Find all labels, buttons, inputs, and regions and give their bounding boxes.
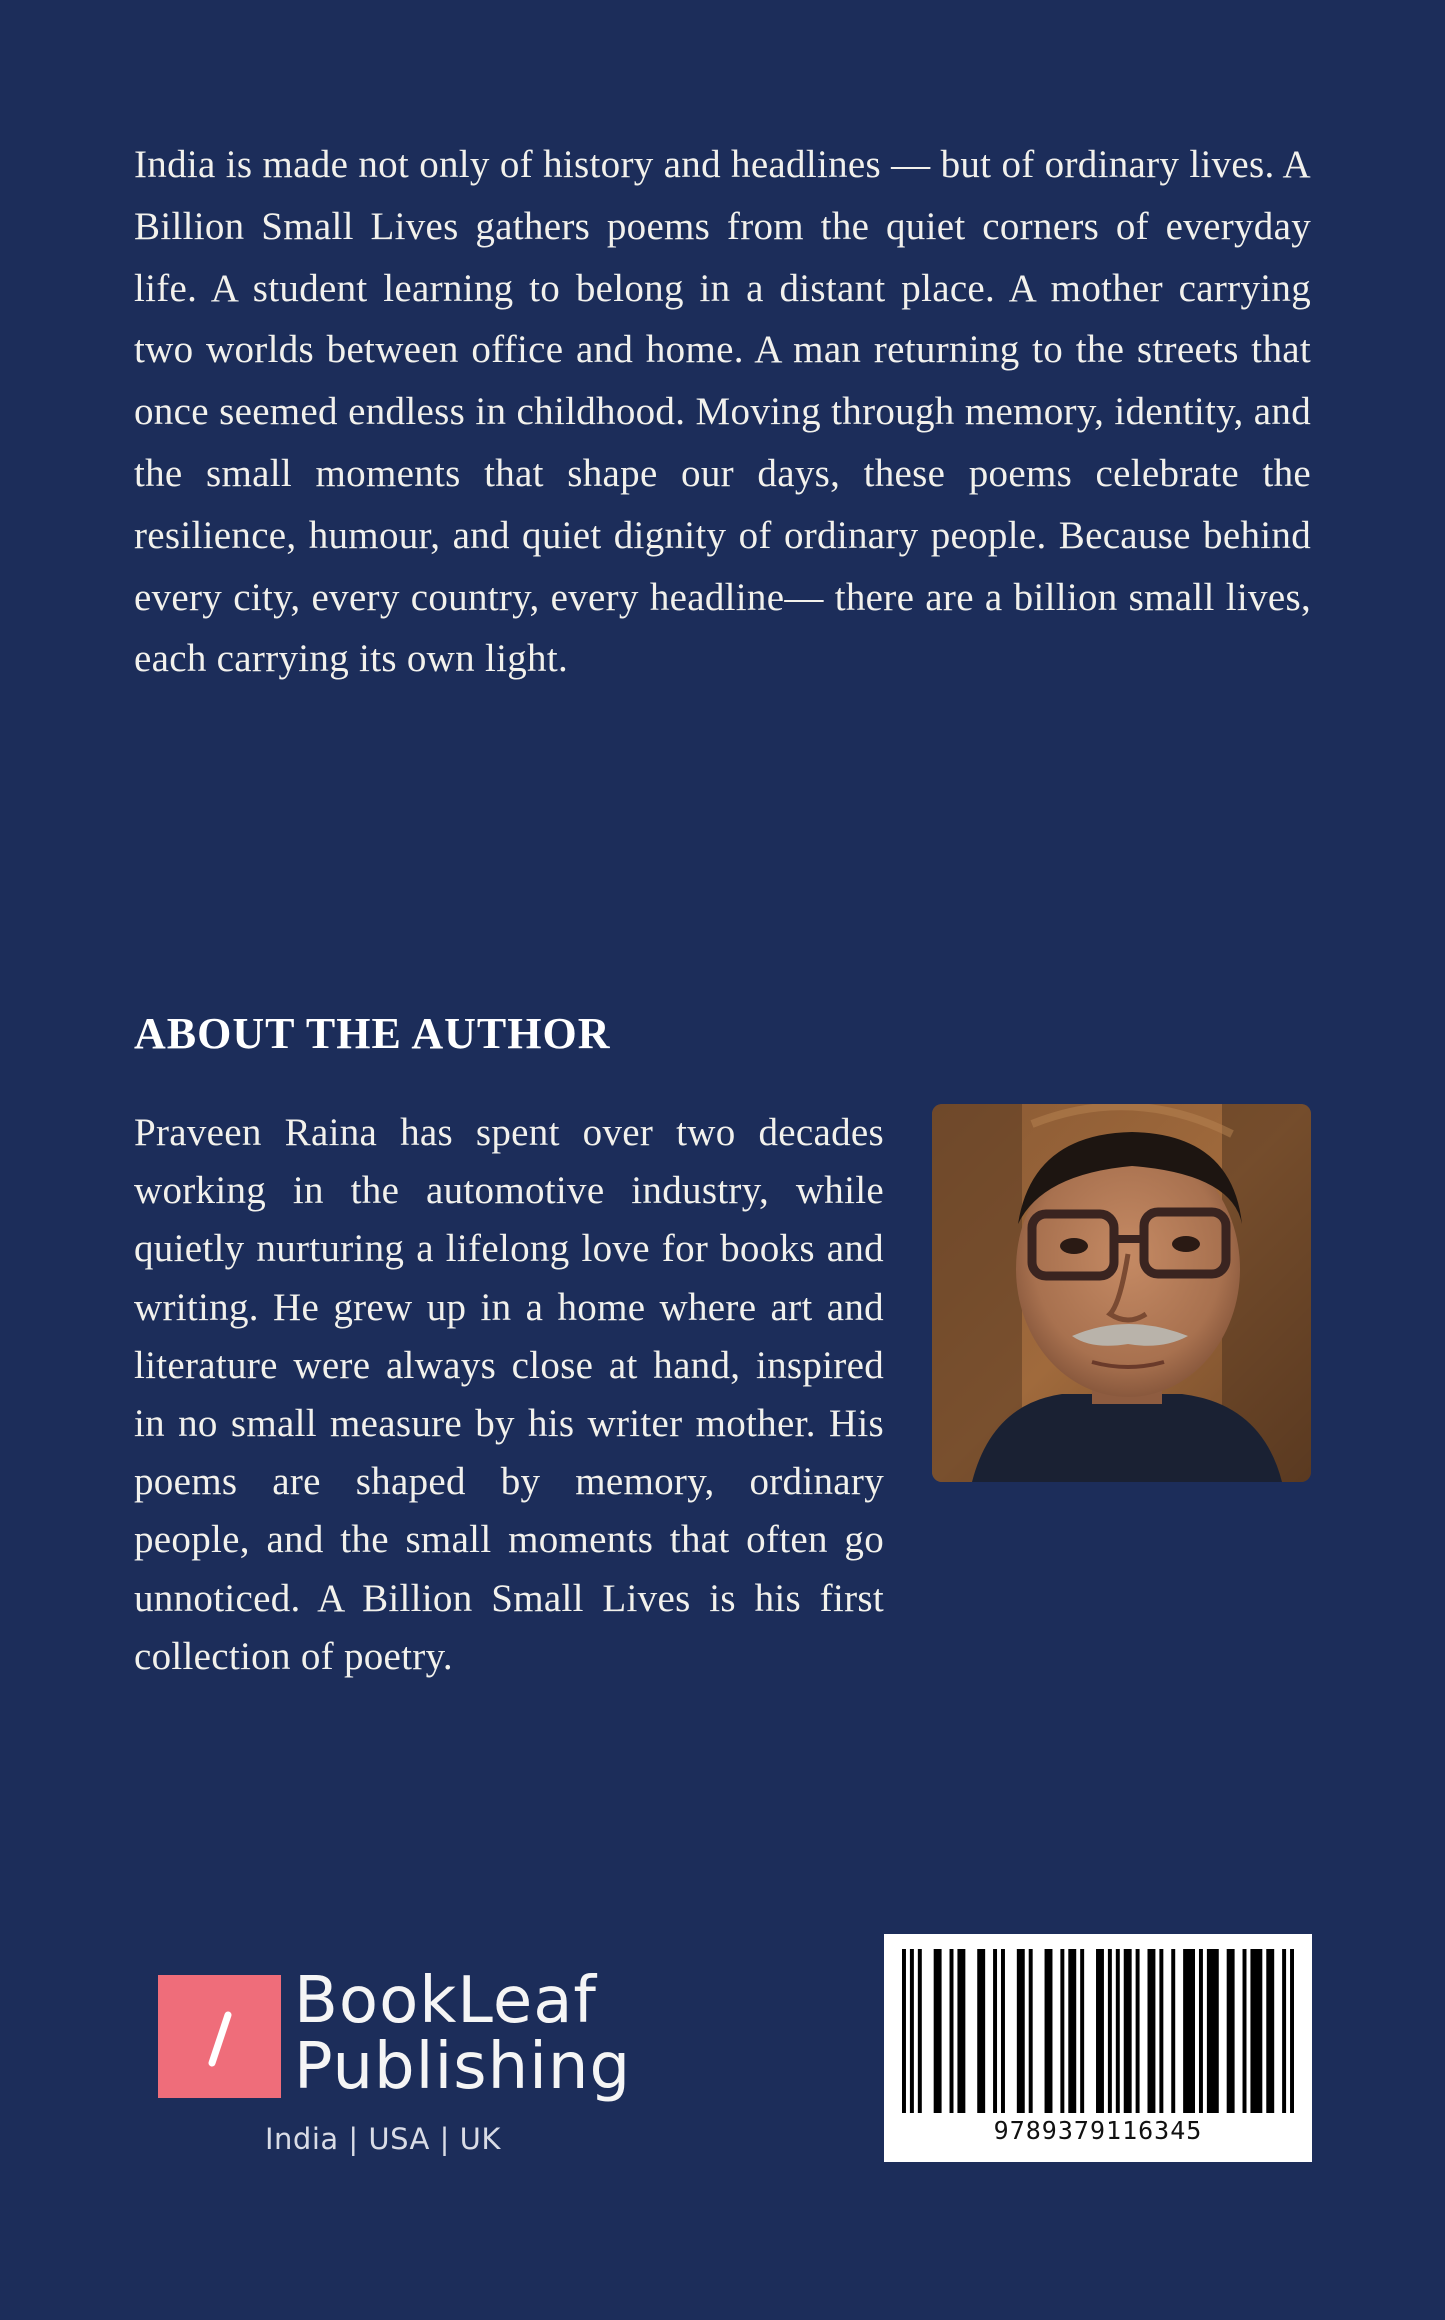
author-bio: Praveen Raina has spent over two decades working in the automotive industry, while quietly nurturing a lifelong love for books and writing. He grew up in a home where art and literature were always close at hand, inspired in no small measure by his writer mother. His poems are shaped by memory, ordinary people, and the small moments that often go unnoticed. A Billion Small Lives is his first collection of poetry. <box>134 1111 884 1678</box>
barcode-bar <box>1029 1949 1033 2113</box>
back-cover-blurb: India is made not only of history and headlines — but of ordinary lives. A Billion Small Lives gathers poems from the quiet corners of everyday life. A student learning to belong in a distant place. A mother carrying two worlds between office and home. A man returning to the streets that once seemed endless in childhood. Moving through memory, identity, and the small moments that shape our days, these poems celebrate the resilience, humour, and quiet dignity of ordinary people. Because behind every city, every country, every headline— there are a billion small lives, each carrying its own light. <box>134 143 1311 681</box>
barcode-bar <box>902 1949 906 2113</box>
barcode-bar <box>1147 1949 1155 2113</box>
barcode-bar <box>1136 1949 1140 2113</box>
barcode-bar <box>1250 1949 1262 2113</box>
isbn-barcode <box>884 1934 1312 2162</box>
isbn-number: 9789379116345 <box>993 2116 1203 2145</box>
barcode-bar <box>1171 1949 1175 2113</box>
barcode-bar <box>1068 1949 1076 2113</box>
publisher-name-line2: Publishing <box>294 2030 632 2104</box>
barcode-bar <box>1243 1949 1247 2113</box>
barcode-bar <box>1159 1949 1163 2113</box>
barcode-bar <box>1199 1949 1203 2113</box>
barcode-bar <box>1001 1949 1005 2113</box>
barcode-bar <box>1080 1949 1084 2113</box>
publisher-name-line1: BookLeaf <box>294 1964 597 2038</box>
barcode-bar <box>918 1949 922 2113</box>
author-photo <box>932 1104 1311 1482</box>
barcode-bar <box>934 1949 942 2113</box>
barcode-bar <box>950 1949 954 2113</box>
barcode-bar <box>993 1949 997 2113</box>
barcode-bar <box>1290 1949 1294 2113</box>
barcode-bar <box>1060 1949 1064 2113</box>
barcode-bar <box>1017 1949 1025 2113</box>
publisher-regions: India | USA | UK <box>265 2122 501 2156</box>
about-author-heading: ABOUT THE AUTHOR <box>134 1009 611 1058</box>
barcode-bar <box>977 1949 985 2113</box>
barcode-bar <box>1045 1949 1053 2113</box>
publisher-logo <box>158 1964 632 2169</box>
barcode-bar <box>1108 1949 1112 2113</box>
barcode-bar <box>1183 1949 1195 2113</box>
barcode-bar <box>1282 1949 1286 2113</box>
barcode-bar <box>1207 1949 1219 2113</box>
barcode-bar <box>910 1949 914 2113</box>
barcode-bars <box>902 1949 1294 2113</box>
barcode-bar <box>957 1949 965 2113</box>
barcode-bar <box>1124 1949 1132 2113</box>
barcode-bar <box>1096 1949 1104 2113</box>
booklea-slash-icon <box>158 1975 281 2098</box>
barcode-bar <box>1227 1949 1235 2113</box>
barcode-bar <box>1266 1949 1274 2113</box>
barcode-bar <box>1116 1949 1120 2113</box>
